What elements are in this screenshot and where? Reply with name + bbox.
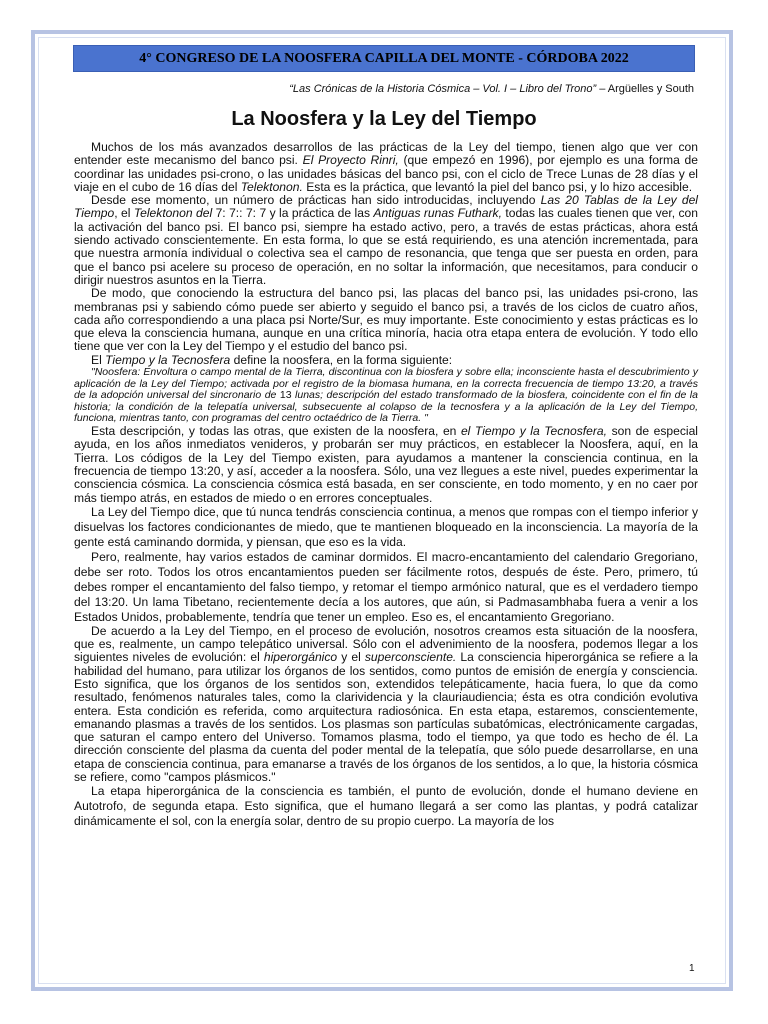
paragraph-7: Pero, realmente, hay varios estados de caminar dormidos. El macro-encantamiento del calendario Gregoriano, debe ser roto. Todos los otros encantamientos pueden ser fácilmente rotos, después de éste. Pero, primero, tú debes romper el encantamiento del falso tiempo, y retomar el tiempo armónico natural, que es el verdadero tiempo del 13:20. Un lama Tibetano, recientemente decía a los autores, que aún, si Padmasambhaba fuera a venir a los Estados Unidos, probablemente, tendría que tener un empleo. Eso es, el encantamiento Gregoriano. xyxy=(74,549,698,624)
source-authors: – Argüelles y South xyxy=(596,83,694,95)
noosphere-definition-quote xyxy=(74,367,698,425)
text-italic: Tiempo y la Tecnosfera xyxy=(105,352,231,367)
text: Muchos de los más avanzados desarrollos de las prácticas de la Ley del tiempo, tienen algo que ver con entender este mecanismo del banco psi. xyxy=(74,140,698,168)
text: El xyxy=(91,352,106,367)
paragraph-8 xyxy=(74,625,698,785)
text-italic: El Proyecto Rinri, xyxy=(302,153,399,168)
text: 7: 7:: 7: 7 y la práctica de las xyxy=(212,206,374,221)
article-body xyxy=(74,141,698,829)
page-title: La Noosfera y la Ley del Tiempo xyxy=(231,108,537,130)
text-italic: superconsciente. xyxy=(364,650,457,665)
paragraph-5 xyxy=(74,425,698,505)
congress-banner: 4° CONGRESO DE LA NOOSFERA CAPILLA DEL MONTE - CÓRDOBA 2022 xyxy=(73,45,695,72)
text: De acuerdo a la Ley del Tiempo, en el proceso de evolución, nosotros creamos esta situación de la noosfera, que es, realmente, un campo telepático universal. Sólo con el advenimiento de la noosfera, podemos llegar a los siguientes niveles de evolución: el xyxy=(74,623,698,665)
paragraph-4 xyxy=(74,354,698,367)
page-number: 1 xyxy=(689,963,695,974)
text: son de especial ayuda, en los años inmediatos venideros, y probarán ser muy prácticos, en establecer la Noosfera, aquí, en la Tierra. Los códigos de la Ley del Tiempo existen, para ayudamos a mantener la consciencia continua, en la frecuencia de tiempo 13:20, y así, acceder a la noosfera. Sólo, una vez llegues a este nivel, puedes experimentar la consciencia cósmica. La consciencia cósmica está basada, en ser consciente, en todo momento, y en no caer por más tiempo atrás, en estados de miedo o en errores conceptuales. xyxy=(74,424,698,505)
source-citation xyxy=(289,83,694,95)
text: todas las cuales tienen que ver, con la activación del banco psi. El banco psi, siempre ha estado activo, pero, a través de estas prácticas, ahora está siendo activado conscientemente. En esta forma, lo que se está requiriendo, es una atención incrementada, para que nuestra armonía individual o colectiva sea el campo de resonancia, que tenga que ser puesta en orden, para que el banco psi acelere su proceso de operación, en no soltar la información, que necesitamos, para conducir o dirigir nuestros asuntos en la Tierra. xyxy=(74,206,698,287)
text: Esta es la práctica, que levantó la piel del banco psi, y lo hizo accesible. xyxy=(302,179,693,194)
text-italic: Antiguas runas Futhark, xyxy=(373,206,502,221)
text: (que empezó en 1996), por ejemplo es una forma de coordinar las unidades psi-crono, o las unidades básicas del banco psi, con el ciclo de Trece Lunas de 28 días y el viaje en el cubo de 16 días del xyxy=(74,153,698,194)
paragraph-2 xyxy=(74,194,698,287)
text: Desde ese momento, un número de prácticas han sido introducidas, incluyendo xyxy=(91,193,541,208)
paragraph-1 xyxy=(74,141,698,194)
text-italic: Las 20 Tablas de la Ley del Tiempo xyxy=(74,193,698,221)
text-italic: Telektonon. xyxy=(240,179,303,194)
text: 13 xyxy=(279,389,292,402)
text: , el xyxy=(114,206,134,221)
text-italic: hiperorgánico xyxy=(263,650,338,665)
text-italic: el Tiempo y la Tecnosfera, xyxy=(460,424,608,439)
paragraph-6: La Ley del Tiempo dice, que tú nunca tendrás consciencia continua, a menos que rompas con el tiempo inferior y disuelvas los factores condicionantes de miedo, que te mantienen bloqueado en la inconsciencia. La mayoría de la gente está caminando dormida, y piensan, que eso es la vida. xyxy=(74,504,698,549)
text: La consciencia hiperorgánica se refiere a la habilidad del humano, para utilizar los órganos de los sentidos, como puntos de emisión de energía y consciencia. Esto significa, que los órganos de los sentidos son, extendidos telepáticamente, hacia fuera, lo que da como resultado, fenómenos naturales tales, como la clarividencia y la clauriaudiencia; ésta es otra condición evolutiva entera. Esta condición es referida, como arquitectura radiosónica. En esta etapa, estaremos, conscientemente, emanando plasmas a través de los sentidos. Los plasmas son partículas subatómicas, electrónicamente cargadas, que saturan el campo entero del Universo. Tomamos plasma, todo el tiempo, ya que todo es hecho de él. La dirección consciente del plasma da cuenta del poder mental de la telepatía, que sólo puede desarrollarse, en una etapa de consciencia continua, para emanarse a través de los órganos de los sentidos, a lo que, la historia cósmica se refiere, como "campos plásmicos." xyxy=(74,650,698,785)
text: define la noosfera, en la forma siguiente: xyxy=(230,352,453,367)
text: "Noosfera: Envoltura o campo mental de la Tierra, discontinua con la biosfera y sobre ella; inconsciente hasta el descubrimiento y aplicación de la Ley del Tiempo; activada por el registro de la biomasa humana, en la correcta frecuencia de tiempo 13:20, a través de la adopción universal del sincronario de xyxy=(74,366,698,402)
text: Esta descripción, y todas las otras, que existen de la noosfera, en xyxy=(91,424,461,439)
text: y el xyxy=(337,650,365,665)
text: lunas; descripción del estado transformado de la biosfera, coincidente con el fin de la historia; la condición de la telepatía universal, subsecuente al colapso de la tecnosfera y a la aplicación de la Ley del Tiempo, funciona, mientras tanto, con programas del centro octaédrico de la Tierra. " xyxy=(74,389,698,425)
paragraph-9: La etapa hiperorgánica de la consciencia es también, el punto de evolución, donde el humano deviene en Autotrofo, de segunda etapa. Esto significa, que el humano llegará a ser como las plantas, y podrá catalizar dinámicamente el sol, con la energía solar, dentro de su propio cuerpo. La mayoría de los xyxy=(74,784,698,829)
source-title: “Las Crónicas de la Historia Cósmica – Vol. I – Libro del Trono” xyxy=(289,83,597,95)
paragraph-3: De modo, que conociendo la estructura del banco psi, las placas del banco psi, las unidades psi-crono, las membranas psi y sabiendo cómo puede ser abierto y seguido el banco psi, a través de los ciclos de cuatro años, cada año correspondiendo a una placa psi Norte/Sur, es muy importante. Este conocimiento y estas prácticas es lo que eleva la consciencia humana, aunque en una crítica minoría, hacia otra etapa entera de evolución. Y todo ello tiene que ver con la Ley del Tiempo y el estudio del banco psi. xyxy=(74,286,698,354)
text-italic: Telektonon del xyxy=(133,206,213,221)
